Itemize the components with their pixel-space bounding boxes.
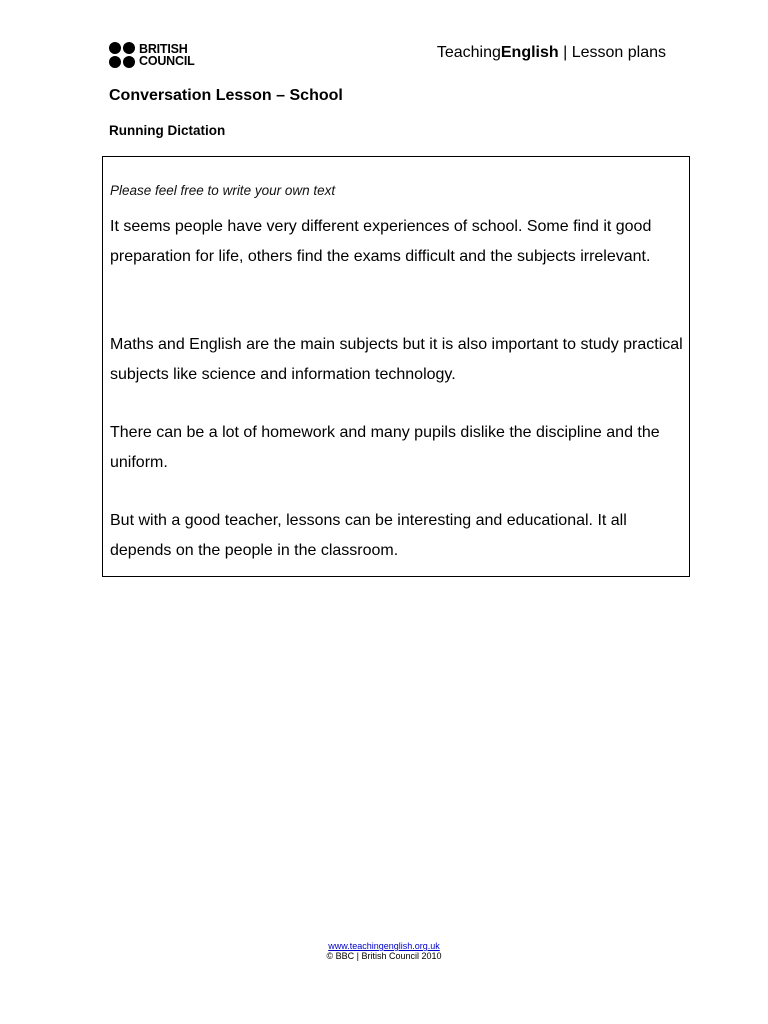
paragraph-3: There can be a lot of homework and many pupils dislike the discipline and the uniform.	[110, 424, 660, 471]
section-subtitle: Running Dictation	[109, 123, 226, 138]
dictation-text-box	[102, 156, 690, 577]
instruction-note: Please feel free to write your own text	[110, 183, 336, 198]
page-footer	[0, 941, 768, 961]
website-link[interactable]: www.teachingenglish.org.uk	[328, 941, 440, 951]
logo-text: BRITISH COUNCIL	[139, 42, 195, 68]
paragraph-4: But with a good teacher, lessons can be interesting and educational. It all depends on the people in the classroom.	[110, 512, 627, 559]
paragraph-1: It seems people have very different experiences of school. Some find it good preparation for life, others find the exams difficult and the subjects irrelevant.	[110, 218, 652, 265]
page-title: Conversation Lesson – School	[109, 87, 343, 104]
british-council-logo	[109, 42, 195, 68]
logo-dots-icon	[109, 42, 135, 68]
paragraph-2: Maths and English are the main subjects but it is also important to study practical subjects like science and information technology.	[110, 336, 683, 383]
copyright-text: © BBC | British Council 2010	[326, 951, 442, 961]
teaching-english-header: TeachingEnglish | Lesson plans	[436, 44, 666, 61]
